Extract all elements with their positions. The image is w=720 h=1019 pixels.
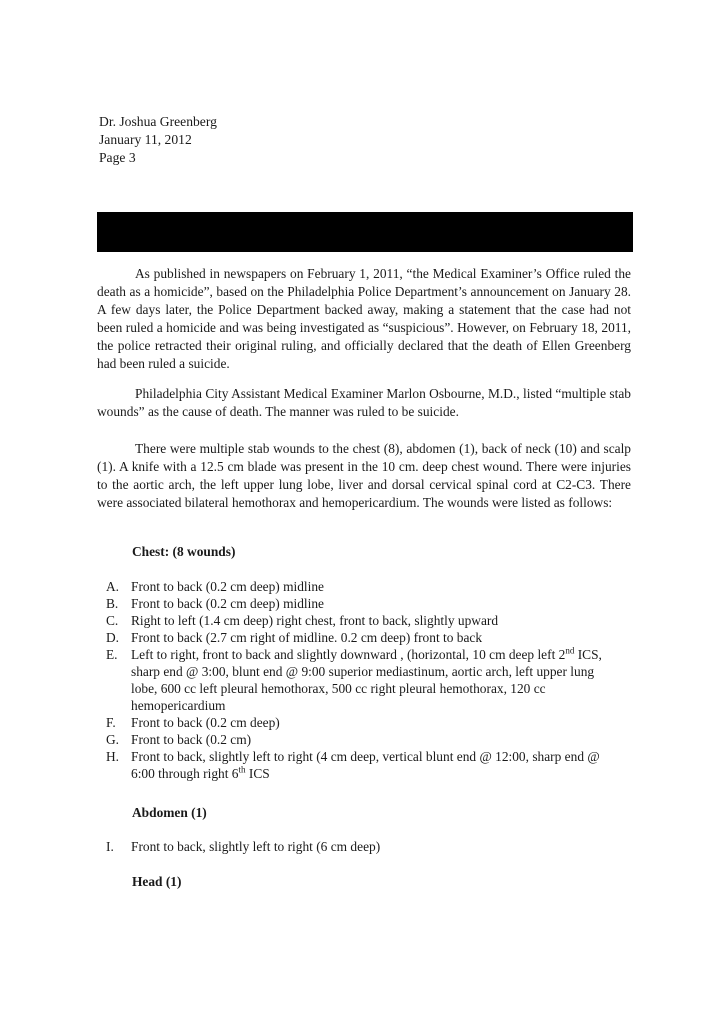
chest-wound-list — [97, 578, 617, 782]
list-marker: H. — [106, 749, 120, 764]
page-number: Page 3 — [99, 150, 136, 165]
paragraph-cause-of-death: Philadelphia City Assistant Medical Examiner Marlon Osbourne, M.D., listed “multiple stab wounds” as the cause of death. The manner was ruled to be suicide. — [97, 386, 631, 419]
list-item — [97, 578, 617, 595]
list-item-text-pre: Left to right, front to back and slightly downward , (horizontal, 10 cm deep left 2 — [131, 647, 566, 662]
list-item — [97, 731, 617, 748]
letter-header — [99, 113, 217, 167]
list-item-text: Front to back (0.2 cm) — [131, 732, 252, 747]
list-marker: C. — [106, 613, 119, 628]
list-item-text: Front to back (0.2 cm deep) midline — [131, 579, 325, 594]
section-title-head: Head (1) — [132, 874, 182, 889]
list-item-text: Front to back, slightly left to right (6 cm deep) — [131, 839, 381, 854]
ordinal-suffix: nd — [565, 645, 575, 656]
paragraph-ruling-history: As published in newspapers on February 1, 2011, “the Medical Examiner’s Office ruled the death as a homicide”, based on the Philadelphia Police Department’s announcement on January 28. A few days later, the Police Department backed away, making a statement that the case had not been ruled a homicide and was being investigated as “suspicious”. However, on February 18, 2011, the police retracted their original ruling, and officially declared that the death of Ellen Greenberg had been ruled a suicide. — [97, 266, 631, 371]
list-marker: G. — [106, 732, 120, 747]
list-item-text: Front to back (0.2 cm deep) midline — [131, 596, 325, 611]
list-item — [97, 646, 617, 714]
abdomen-wound-list — [97, 838, 617, 855]
letter-date: January 11, 2012 — [99, 132, 192, 147]
list-item-text-post: ICS, sharp end @ 3:00, blunt end @ 9:00 superior mediastinum, aortic arch, left upper lung lobe, 600 cc left pleural hemothorax, 500 cc right pleural hemothorax, 120 cc hemopericardium — [131, 647, 602, 713]
list-item — [97, 714, 617, 731]
list-item — [97, 595, 617, 612]
section-title-chest: Chest: (8 wounds) — [132, 544, 236, 559]
list-marker: I. — [106, 839, 114, 854]
list-marker: E. — [106, 647, 118, 662]
list-item — [97, 748, 617, 782]
list-marker: D. — [106, 630, 120, 645]
list-item-text: Right to left (1.4 cm deep) right chest, front to back, slightly upward — [131, 613, 499, 628]
list-item-text: Front to back (0.2 cm deep) — [131, 715, 280, 730]
redaction-bar — [97, 212, 633, 252]
recipient-name: Dr. Joshua Greenberg — [99, 114, 217, 129]
paragraph-wounds-summary: There were multiple stab wounds to the chest (8), abdomen (1), back of neck (10) and scalp (1). A knife with a 12.5 cm blade was present in the 10 cm. deep chest wound. There were injuries to the aortic arch, the left upper lung lobe, liver and dorsal cervical spinal cord at C2-C3. There were associated bilateral hemothorax and hemopericardium. The wounds were listed as follows: — [97, 441, 631, 510]
ordinal-suffix: th — [238, 764, 246, 775]
list-item-text-pre: Front to back, slightly left to right (4 cm deep, vertical blunt end @ 12:00, sharp end @ 6:00 through right 6 — [131, 749, 600, 781]
section-title-abdomen: Abdomen (1) — [132, 805, 207, 820]
list-marker: F. — [106, 715, 116, 730]
list-marker: A. — [106, 579, 120, 594]
list-item-text-post: ICS — [245, 766, 270, 781]
list-marker: B. — [106, 596, 119, 611]
list-item — [97, 838, 617, 855]
list-item-text: Front to back (2.7 cm right of midline. 0.2 cm deep) front to back — [131, 630, 483, 645]
list-item — [97, 629, 617, 646]
list-item — [97, 612, 617, 629]
